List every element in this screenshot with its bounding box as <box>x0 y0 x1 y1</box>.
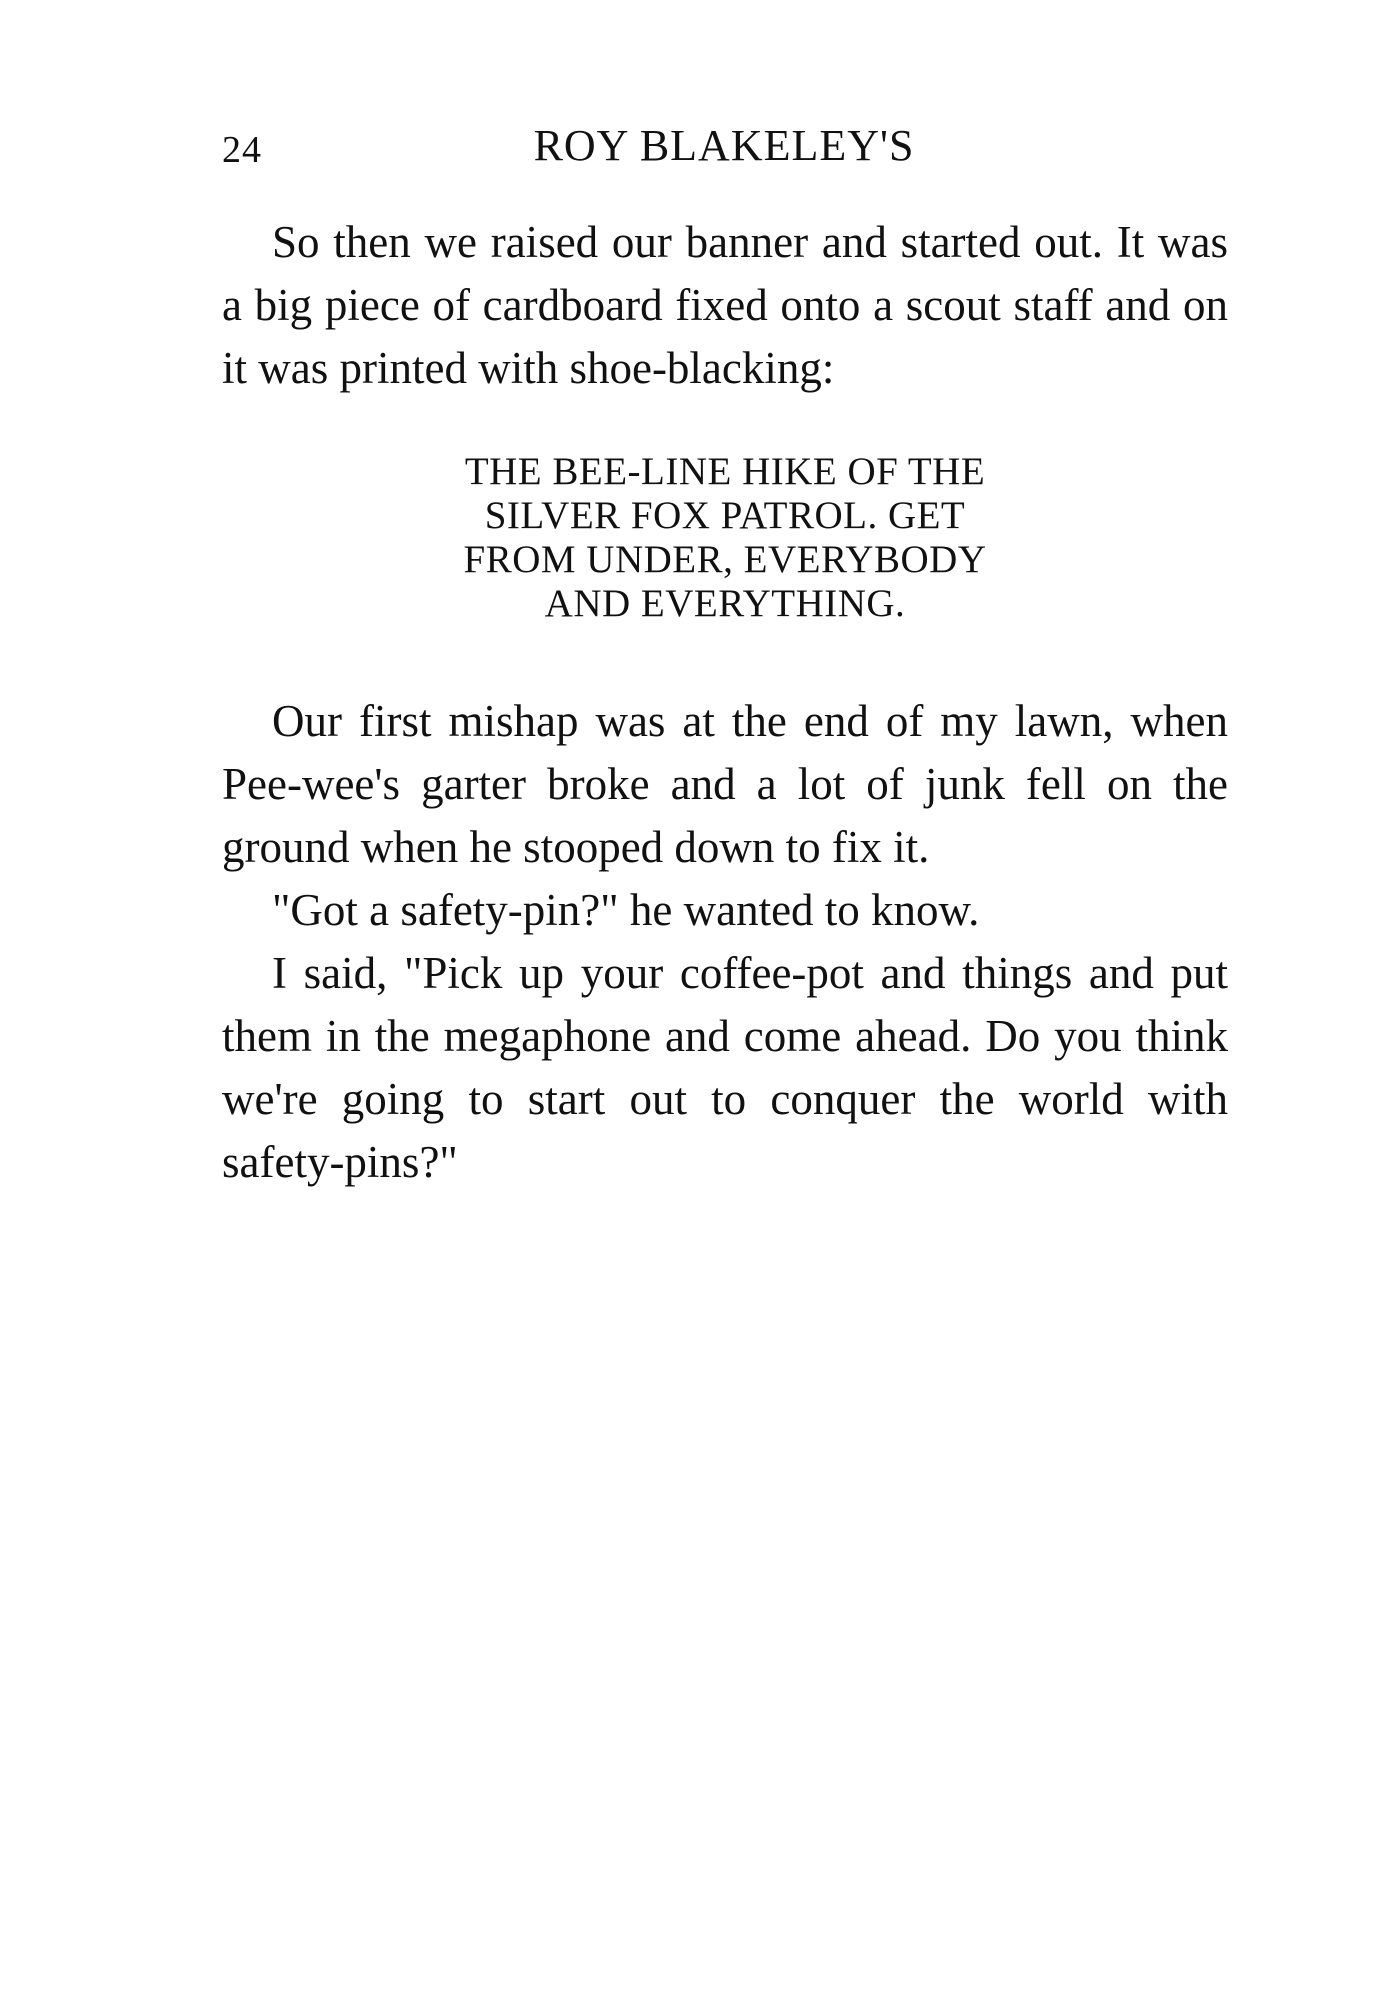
paragraph-4: I said, "Pick up your coffee-pot and things and put them in the megaphone and come ahead. Do you think we're going to start out to conquer the world with safety-pins?" <box>222 948 1228 1187</box>
page-number: 24 <box>222 129 262 171</box>
paragraph-2: Our first mishap was at the end of my lawn, when Pee-wee's garter broke and a lot of junk fell on the ground when he stooped down to fix it. <box>222 696 1228 872</box>
paragraph-3: "Got a safety-pin?" he wanted to know. <box>272 885 980 935</box>
main-passage <box>222 690 1228 1194</box>
banner-line-2: SILVER FOX PATROL. GET <box>484 494 966 537</box>
running-head <box>222 120 1226 180</box>
banner-line-4: AND EVERYTHING. <box>544 582 906 625</box>
banner-line-1: THE BEE-LINE HIKE OF THE <box>464 450 986 493</box>
banner-text <box>385 450 1065 626</box>
banner-line-3: FROM UNDER, EVERYBODY <box>463 538 987 581</box>
paragraph-1: So then we raised our banner and started out. It was a big piece of cardboard fixed onto a scout staff and on it was printed with shoe-blacking: <box>222 217 1228 393</box>
opening-passage <box>222 211 1228 400</box>
running-title: ROY BLAKELEY'S <box>533 121 915 170</box>
